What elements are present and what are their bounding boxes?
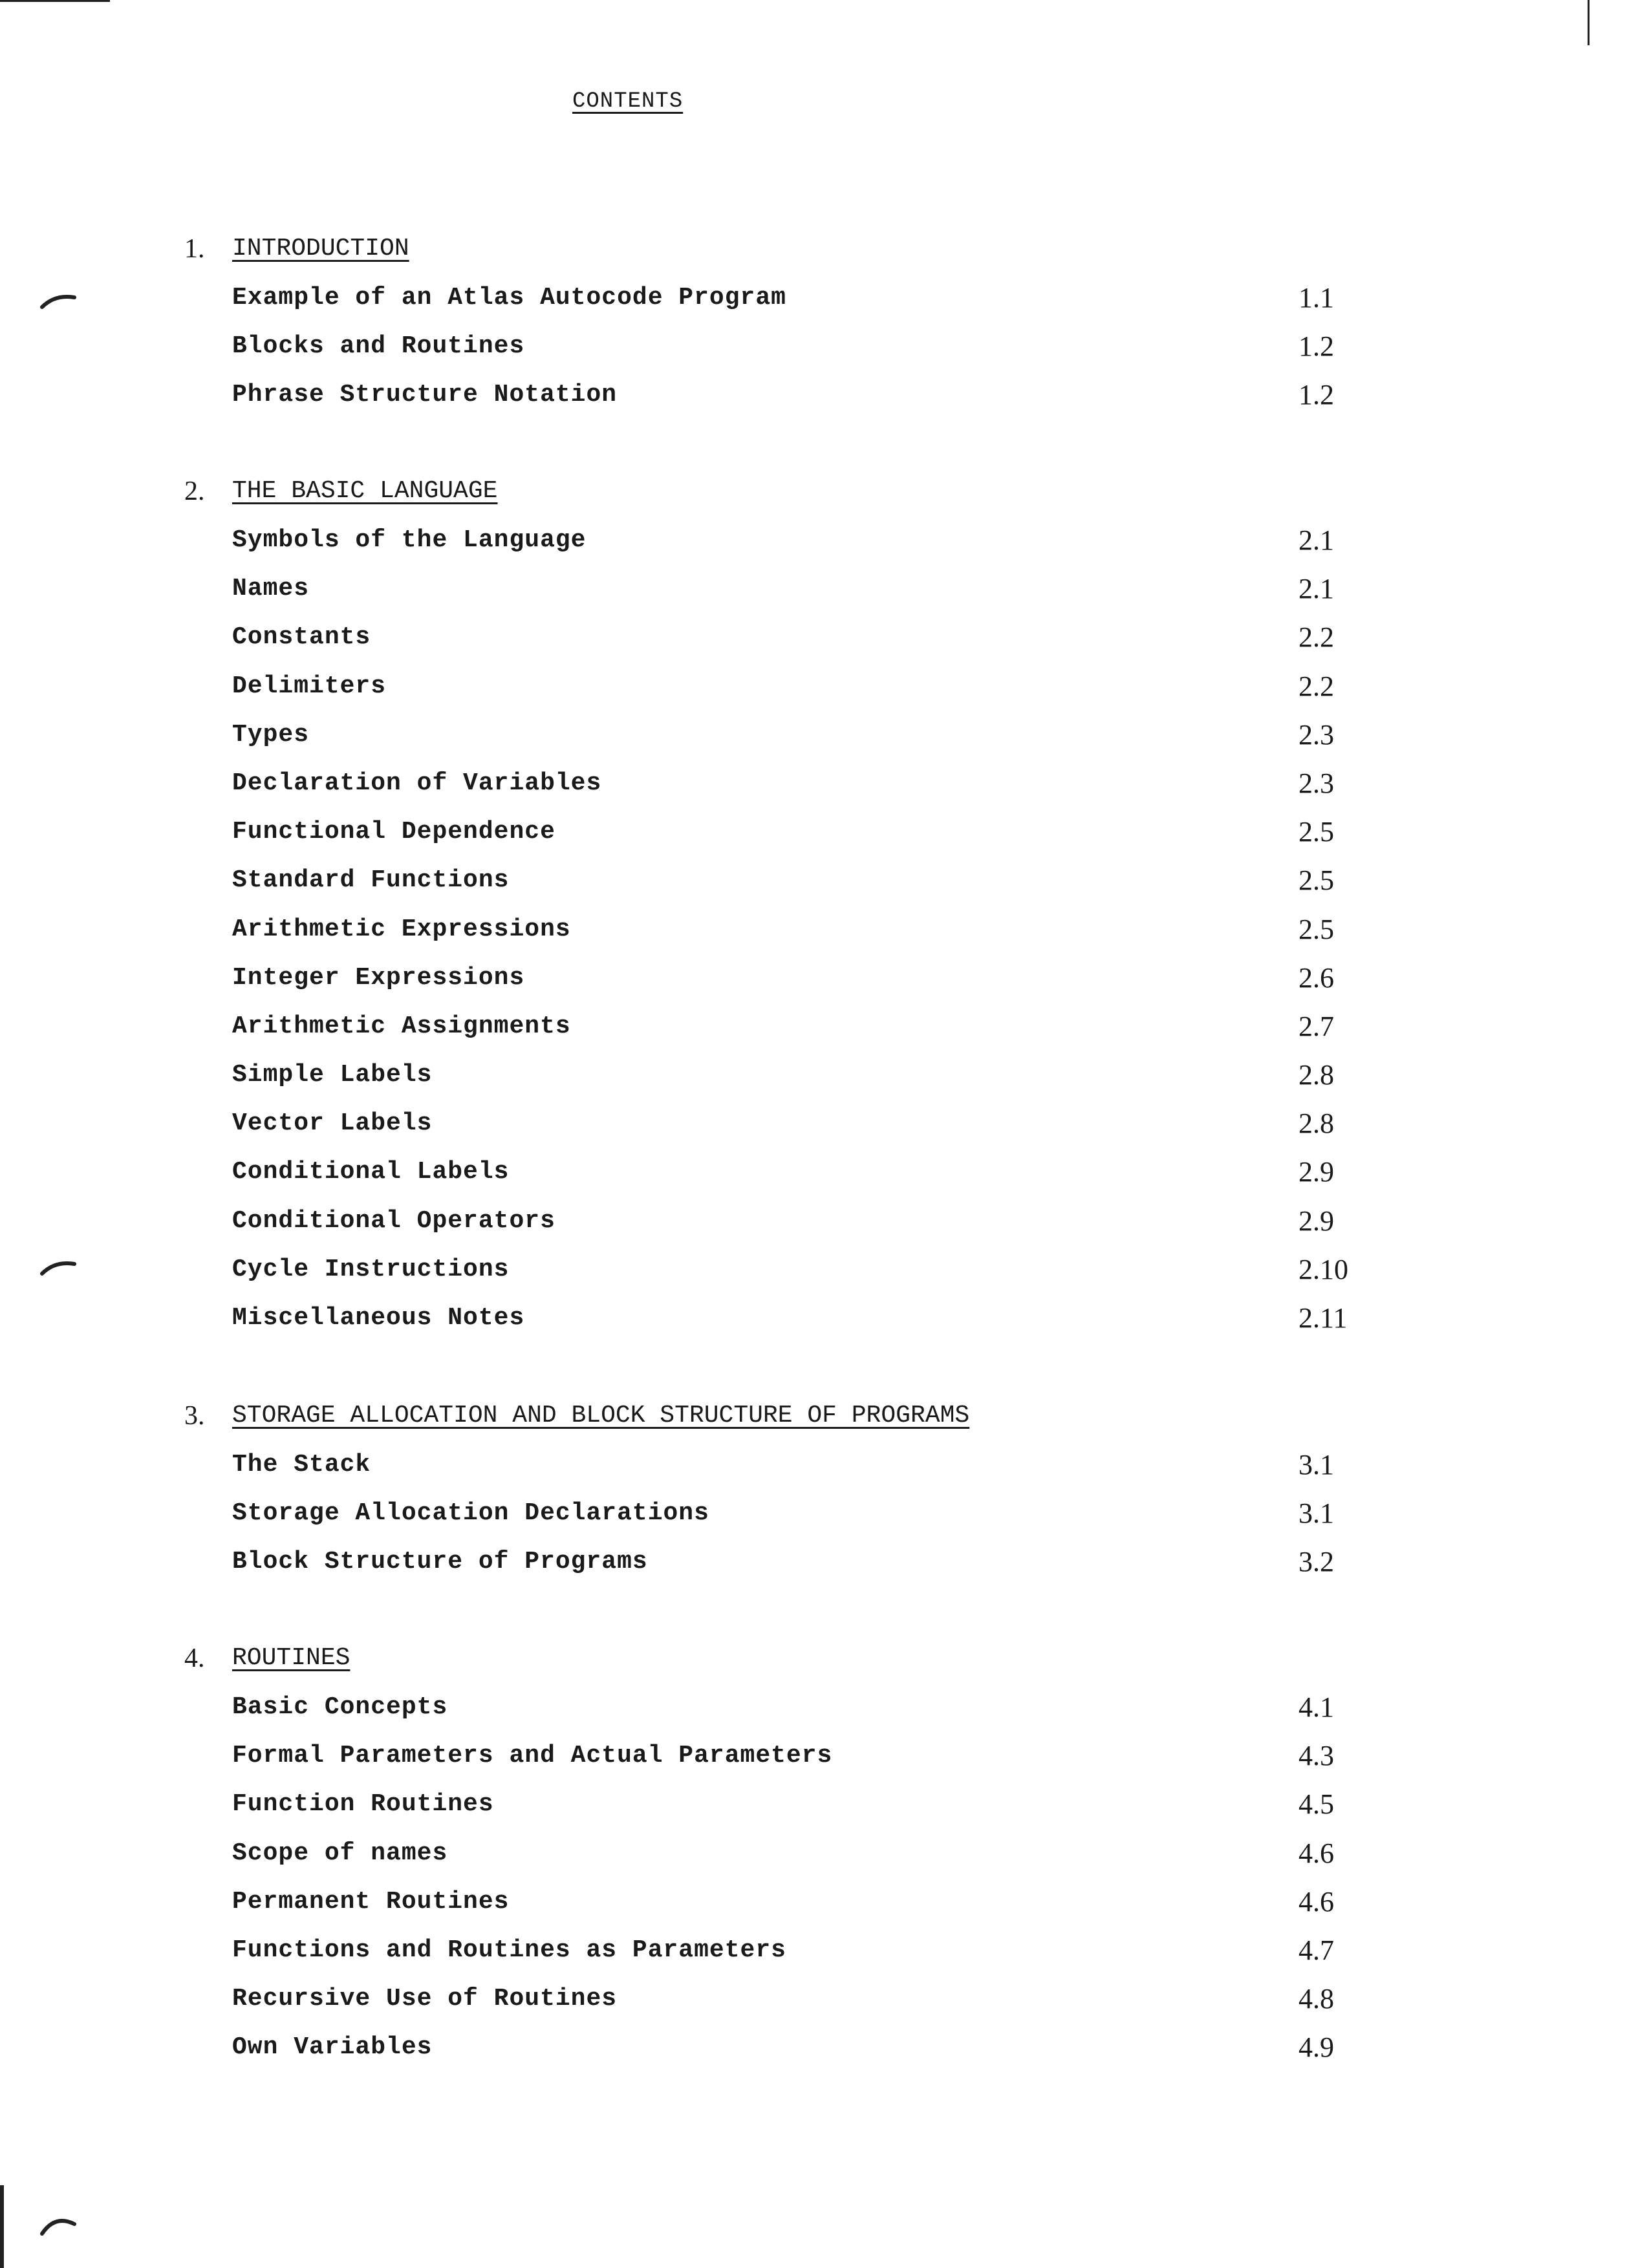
left-edge-scan-mark (0, 2185, 4, 2268)
entry-page-number: 1.1 (1299, 282, 1334, 314)
toc-entry (0, 1543, 1649, 1591)
entry-page-number: 2.11 (1299, 1302, 1348, 1334)
toc-entry (0, 279, 1649, 327)
toc-entry (0, 570, 1649, 618)
entry-title: Declaration of Variables (232, 769, 602, 797)
entry-page-number: 2.6 (1299, 961, 1334, 994)
entry-page-number: 3.1 (1299, 1497, 1334, 1530)
section-number: 1. (184, 234, 205, 264)
toc-entry (0, 618, 1649, 667)
toc-entry (0, 667, 1649, 716)
entry-page-number: 4.3 (1299, 1740, 1334, 1772)
entry-title: Integer Expressions (232, 963, 525, 992)
entry-title: Miscellaneous Notes (232, 1304, 525, 1332)
entry-title: Functional Dependence (232, 818, 555, 846)
entry-title: Own Variables (232, 2033, 433, 2062)
toc-entry (0, 1980, 1649, 2028)
entry-title: Vector Labels (232, 1109, 433, 1138)
toc-entry (0, 1834, 1649, 1883)
entry-page-number: 2.5 (1299, 816, 1334, 848)
section-number: 3. (184, 1401, 205, 1431)
section-title: INTRODUCTION (232, 235, 409, 262)
toc-entry (0, 1737, 1649, 1785)
toc-entry (0, 861, 1649, 910)
entry-title: Recursive Use of Routines (232, 1985, 618, 2013)
entry-title: Symbols of the Language (232, 526, 587, 554)
section-number: 4. (184, 1643, 205, 1673)
toc-entry (0, 1494, 1649, 1543)
entry-title: Scope of names (232, 1839, 448, 1867)
top-right-scan-mark (1588, 0, 1590, 45)
toc-entry (0, 327, 1649, 376)
entry-page-number: 2.3 (1299, 718, 1334, 751)
entry-page-number: 4.1 (1299, 1691, 1334, 1723)
entry-page-number: 2.5 (1299, 913, 1334, 945)
entry-title: Cycle Instructions (232, 1255, 510, 1283)
entry-title: Basic Concepts (232, 1693, 448, 1721)
section-title: STORAGE ALLOCATION AND BLOCK STRUCTURE OF PROGRAMS (232, 1402, 970, 1429)
entry-title: Permanent Routines (232, 1887, 510, 1916)
entry-title: Arithmetic Assignments (232, 1012, 571, 1040)
toc-entry (0, 1299, 1649, 1347)
toc-section-4 (0, 1639, 1649, 2077)
entry-page-number: 2.3 (1299, 767, 1334, 799)
toc-entry (0, 1202, 1649, 1250)
toc-entry (0, 376, 1649, 424)
section-title: ROUTINES (232, 1644, 350, 1672)
toc-entry (0, 2028, 1649, 2077)
entry-page-number: 3.1 (1299, 1449, 1334, 1481)
entry-page-number: 3.2 (1299, 1546, 1334, 1578)
entry-page-number: 2.1 (1299, 573, 1334, 605)
toc-section-1 (0, 230, 1649, 425)
entry-title: Delimiters (232, 672, 387, 700)
entry-title: Functions and Routines as Parameters (232, 1936, 786, 1964)
entry-page-number: 2.2 (1299, 621, 1334, 654)
entry-page-number: 4.6 (1299, 1885, 1334, 1918)
entry-page-number: 4.7 (1299, 1934, 1334, 1966)
entry-page-number: 2.1 (1299, 524, 1334, 556)
page-title: CONTENTS (572, 89, 684, 114)
entry-title: Formal Parameters and Actual Parameters (232, 1742, 833, 1770)
entry-page-number: 2.2 (1299, 670, 1334, 702)
toc-entry (0, 959, 1649, 1007)
entry-page-number: 4.8 (1299, 1983, 1334, 2015)
entry-page-number: 4.6 (1299, 1837, 1334, 1869)
section-title: THE BASIC LANGUAGE (232, 477, 498, 505)
entry-page-number: 1.2 (1299, 330, 1334, 363)
toc-entry (0, 910, 1649, 959)
entry-title: Example of an Atlas Autocode Program (232, 284, 786, 312)
entry-title: Arithmetic Expressions (232, 915, 571, 943)
entry-title: Conditional Operators (232, 1206, 555, 1235)
entry-title: Standard Functions (232, 866, 510, 895)
section-heading (0, 472, 1649, 521)
toc-entry (0, 764, 1649, 813)
section-number: 2. (184, 476, 205, 506)
toc-entry (0, 1153, 1649, 1201)
toc-entry (0, 1104, 1649, 1153)
entry-title: Conditional Labels (232, 1158, 510, 1186)
entry-title: Function Routines (232, 1790, 494, 1819)
section-heading (0, 1639, 1649, 1688)
entry-title: Storage Allocation Declarations (232, 1499, 709, 1528)
toc-section-2 (0, 472, 1649, 1347)
entry-page-number: 2.10 (1299, 1253, 1348, 1285)
entry-page-number: 2.9 (1299, 1156, 1334, 1188)
toc-entry (0, 1883, 1649, 1931)
toc-entry (0, 1785, 1649, 1834)
entry-page-number: 2.7 (1299, 1010, 1334, 1042)
toc-entry (0, 1688, 1649, 1737)
entry-title: Phrase Structure Notation (232, 381, 618, 409)
toc-entry (0, 1931, 1649, 1980)
top-left-scan-mark (0, 0, 110, 2)
binding-hole-mark-bottom (39, 2211, 78, 2237)
section-heading (0, 230, 1649, 279)
toc-entry (0, 521, 1649, 570)
entry-title: The Stack (232, 1451, 371, 1479)
entry-page-number: 2.5 (1299, 864, 1334, 897)
toc-entry (0, 1250, 1649, 1299)
toc-entry (0, 1056, 1649, 1104)
entry-page-number: 1.2 (1299, 379, 1334, 411)
entry-page-number: 4.5 (1299, 1788, 1334, 1821)
entry-page-number: 2.8 (1299, 1107, 1334, 1140)
entry-title: Block Structure of Programs (232, 1548, 648, 1576)
entry-title: Simple Labels (232, 1061, 433, 1089)
entry-page-number: 2.9 (1299, 1204, 1334, 1237)
entry-title: Types (232, 720, 310, 749)
entry-page-number: 4.9 (1299, 2031, 1334, 2064)
entry-title: Constants (232, 623, 371, 652)
toc-entry (0, 716, 1649, 764)
section-heading (0, 1396, 1649, 1446)
toc-entry (0, 1446, 1649, 1494)
toc-entry (0, 1007, 1649, 1056)
entry-page-number: 2.8 (1299, 1059, 1334, 1091)
entry-title: Names (232, 575, 310, 603)
entry-title: Blocks and Routines (232, 332, 525, 361)
toc-entry (0, 813, 1649, 861)
toc-section-3 (0, 1396, 1649, 1592)
